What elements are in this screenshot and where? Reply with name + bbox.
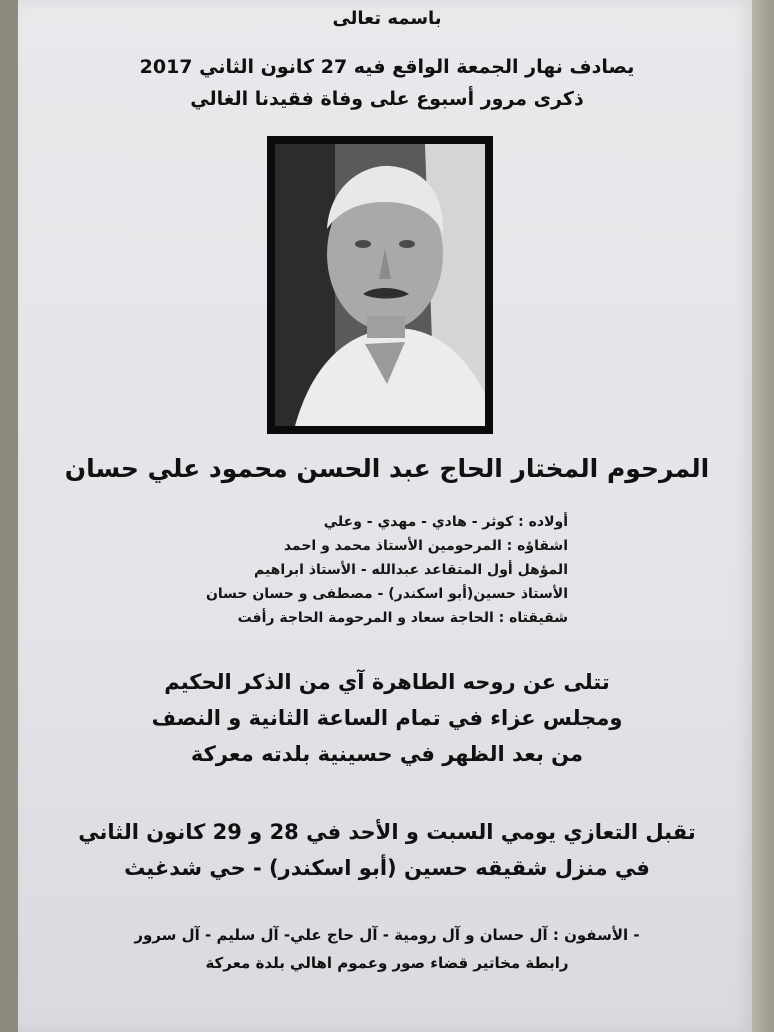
- invocation-heading: باسمه تعالى: [332, 8, 442, 29]
- family-children: أولاده : كوثر - هادي - مهدي - وعلي: [323, 514, 568, 530]
- family-brothers-3: الأستاذ حسين(أبو اسكندر) - مصطفى و حسان حسان: [205, 586, 568, 602]
- family-sisters: شقيقتاه : الحاجة سعاد و المرحومة الحاجة رأفت: [237, 610, 568, 626]
- family-brothers-2: المؤهل أول المتقاعد عبدالله - الأستاذ ابراهيم: [253, 562, 568, 578]
- family-brothers-1: اشقاؤه : المرحومين الأستاذ محمد و احمد: [283, 538, 568, 554]
- mourners-line-1: - الأسفون : آل حسان و آل رومية - آل حاج علي- آل سليم - آل سرور: [134, 926, 640, 944]
- occasion-line: ذكرى مرور أسبوع على وفاة فقيدنا الغالي: [190, 88, 584, 110]
- ceremony-line-3: من بعد الظهر في حسينية بلدته معركة: [190, 742, 584, 766]
- ceremony-line-1: تتلى عن روحه الطاهرة آي من الذكر الحكيم: [164, 670, 610, 694]
- deceased-name: المرحوم المختار الحاج عبد الحسن محمود علي حسان: [64, 454, 710, 483]
- portrait-frame: [267, 136, 493, 434]
- condolences-line-1: تقبل التعازي يومي السبت و الأحد في 28 و 29 كانون الثاني: [78, 820, 696, 844]
- ceremony-line-2: ومجلس عزاء في تمام الساعة الثانية و النصف: [151, 706, 623, 730]
- condolences-line-2: في منزل شقيقه حسين (أبو اسكندر) - حي شدغيث: [124, 856, 650, 880]
- portrait-illustration: [275, 144, 485, 426]
- mourners-line-2: رابطة مخاتير قضاء صور وعموم اهالي بلدة معركة: [205, 954, 569, 972]
- date-line: يصادف نهار الجمعة الواقع فيه 27 كانون الثاني 2017: [139, 56, 635, 78]
- portrait-photo: [275, 144, 485, 426]
